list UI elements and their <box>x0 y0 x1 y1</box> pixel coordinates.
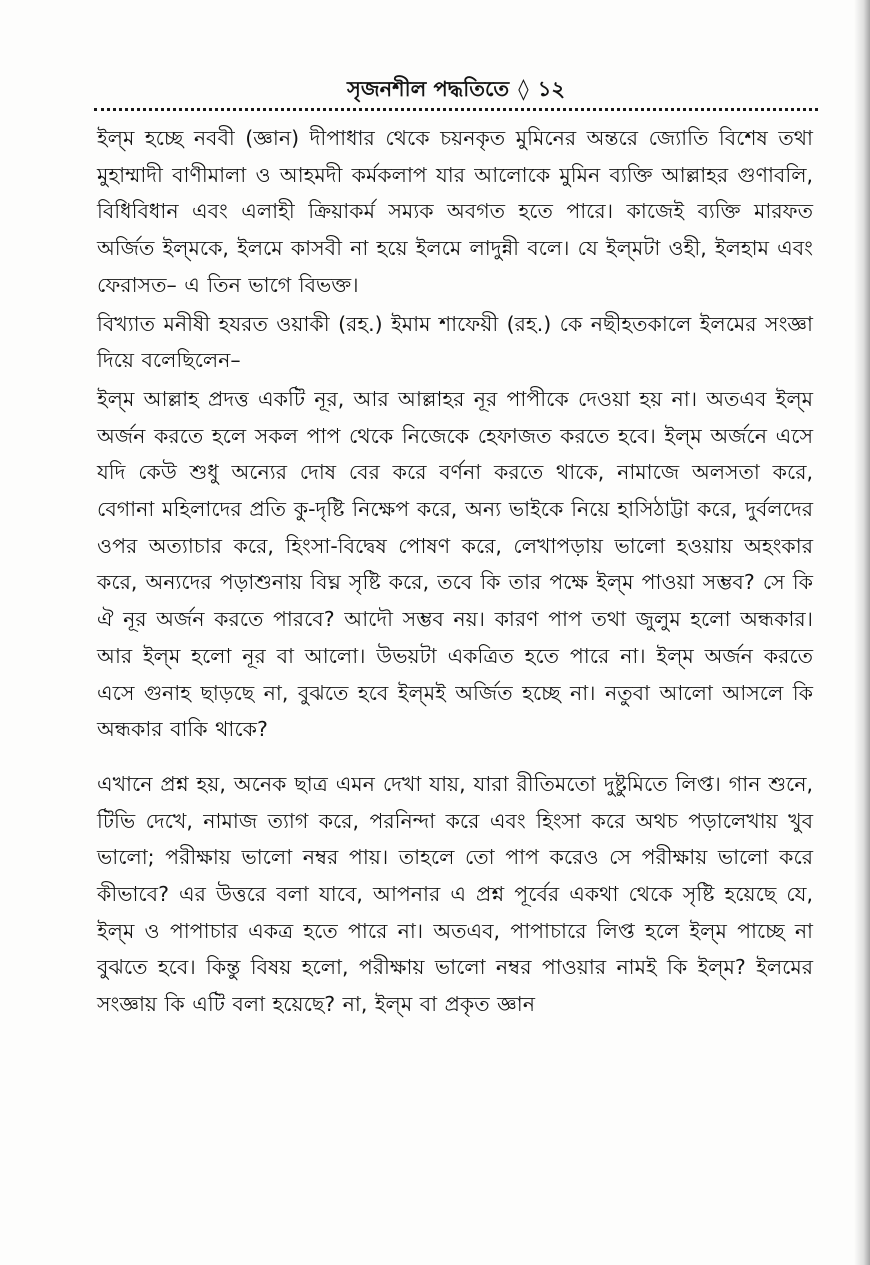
running-header <box>96 74 816 110</box>
page-number: ১২ <box>537 77 566 101</box>
page-edge-shadow <box>854 0 870 1265</box>
paragraph-quote: ইল্‌ম আল্লাহ প্রদত্ত একটি নূর, আর আল্লাহর নূর পাপীকে দেওয়া হয় না। অতএব ইল্‌ম অর্জন করতে হলে সকল পাপ থেকে নিজেকে হেফাজত করতে হবে। ইল্‌ম অর্জনে এসে যদি কেউ শুধু অন্যের দোষ বের করে বর্ণনা করতে থাকে, নামাজে অলসতা করে, বেগানা মহিলাদের প্রতি কু-দৃষ্টি নিক্ষেপ করে, অন্য ভাইকে নিয়ে হাসিঠাট্টা করে, দুর্বলদের ওপর অত্যাচার করে, হিংসা-বিদ্বেষ পোষণ করে, লেখাপড়ায় ভালো হওয়ায় অহংকার করে, অন্যদের পড়াশুনায় বিঘ্ন সৃষ্টি করে, তবে কি তার পক্ষে ইল্‌ম পাওয়া সম্ভব? সে কি ঐ নূর অর্জন করতে পারবে? আদৌ সম্ভব নয়। কারণ পাপ তথা জুলুম হলো অন্ধকার। আর ইল্‌ম হলো নূর বা আলো। উভয়টা একত্রিত হতে পারে না। ইল্‌ম অর্জন করতে এসে গুনাহ ছাড়ছে না, বুঝতে হবে ইল্‌মই অর্জিত হচ্ছে না। নতুবা আলো আসলে কি অন্ধকার বাকি থাকে? <box>97 386 813 742</box>
paragraph-definition: ইল্‌ম হচ্ছে নববী (জ্ঞান) দীপাধার থেকে চয়নকৃত মুমিনের অন্তরে জ্যোতি বিশেষ তথা মুহাম্মাদী বাণীমালা ও আহমদী কর্মকলাপ যার আলোকে মুমিন ব্যক্তি আল্লাহর গুণাবলি, বিধিবিধান এবং এলাহী ক্রিয়াকর্ম সম্যক অবগত হতে পারে। কাজেই ব্যক্তি মারফত অর্জিত ইল্‌মকে, ইলমে কাসবী না হয়ে ইলমে লাদুন্নী বলে। যে ইল্‌মটা ওহী, ইলহাম এবং ফেরাসত– এ তিন ভাগে বিভক্ত। <box>97 126 813 297</box>
header-title: সৃজনশীল পদ্ধতিতে <box>346 77 510 101</box>
paragraph-question: এখানে প্রশ্ন হয়, অনেক ছাত্র এমন দেখা যায়, যারা রীতিমতো দুষ্টুমিতে লিপ্ত। গান শুনে, টিভি দেখে, নামাজ ত্যাগ করে, পরনিন্দা করে এবং হিংসা করে অথচ পড়ালেখায় খুব ভালো; পরীক্ষায় ভালো নম্বর পায়। তাহলে তো পাপ করেও সে পরীক্ষায় ভালো করে কীভাবে? এর উত্তরে বলা যাবে, আপনার এ প্রশ্ন পূর্বের একথা থেকে সৃষ্টি হয়েছে যে, ইল্‌ম ও পাপাচার একত্র হতে পারে না। অতএব, পাপাচারে লিপ্ত হলে ইল্‌ম পাচ্ছে না বুঝতে হবে। কিন্তু বিষয় হলো, পরীক্ষায় ভালো নম্বর পাওয়ার নামই কি ইল্‌ম? ইলমের সংজ্ঞায় কি এটি বলা হয়েছে? না, ইল্‌ম বা প্রকৃত জ্ঞান <box>97 771 813 1017</box>
header-dotted-rule <box>94 108 818 111</box>
paragraph-quote-intro: বিখ্যাত মনীষী হযরত ওয়াকী (রহ.) ইমাম শাফেয়ী (রহ.) কে নছীহতকালে ইলমের সংজ্ঞা দিয়ে বলেছিলেন– <box>97 311 813 373</box>
page-body <box>97 120 813 1023</box>
header-separator: ◊ <box>518 77 529 101</box>
